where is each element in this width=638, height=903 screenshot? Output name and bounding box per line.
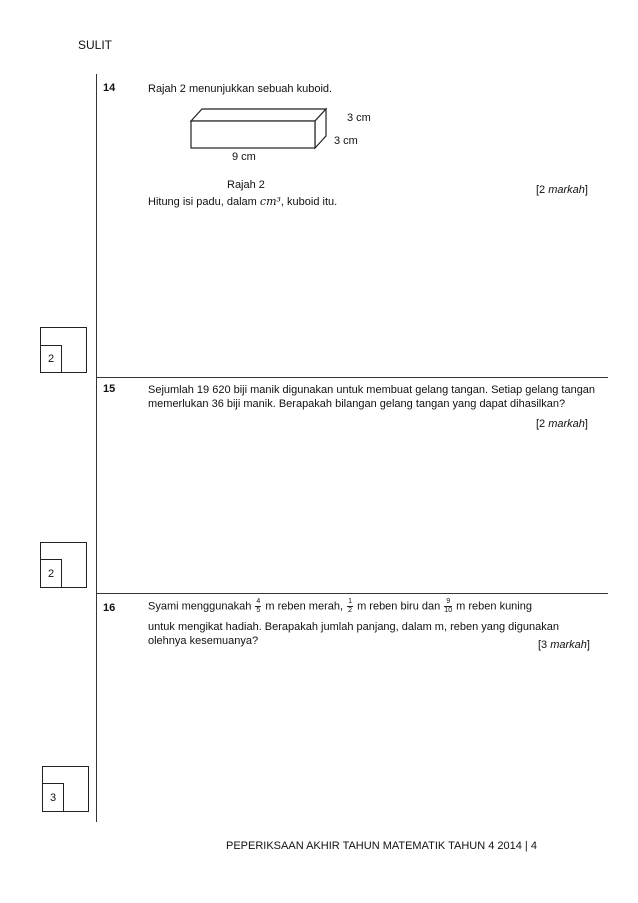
score-box-16-value: 3 [42,783,64,812]
question-16-text: untuk mengikat hadiah. Berapakah jumlah panjang, dalam m, reben yang digunakan olehnya kesemuanya? [148,621,559,647]
cuboid-depth-label: 3 cm [334,135,358,147]
score-box-15-value: 2 [40,559,62,588]
divider-14-15 [96,377,608,378]
cuboid-figure [185,105,335,153]
cuboid-length-label: 9 cm [232,151,256,163]
fraction-9-10: $\frac{9}{10}$ [444,598,453,614]
figure-caption: Rajah 2 [227,179,265,191]
fraction-1-2: $\frac{1}{2}$ [348,598,352,614]
question-16-line1: Syami menggunakah $\frac{4}{5}$ m reben merah, $\frac{1}{2}$ m reben biru dan $\frac{9}{10}$ m reben kuning [148,598,532,614]
question-14-marks: [2 markah] [536,184,588,196]
question-16-marks: [3 markah] [538,639,590,651]
question-15-number: 15 [103,383,116,395]
page-footer: PEPERIKSAAN AKHIR TAHUN MATEMATIK TAHUN 4 2014 | 4 [226,840,537,852]
cuboid-front-face [191,121,315,148]
question-15-marks: [2 markah] [536,418,588,430]
unit-cm3: cm³ [259,195,281,208]
question-15-text: Sejumlah 19 620 biji manik digunakan untuk membuat gelang tangan. Setiap gelang tangan memerlukan 36 biji manik. Berapakah bilangan gelang tangan yang dapat dihasilkan? [148,384,596,410]
question-14-number: 14 [103,82,116,94]
question-14-prompt: Hitung isi padu, dalam cm³, kuboid itu. [148,195,338,208]
question-16-number: 16 [103,602,116,614]
cuboid-height-label: 3 cm [347,112,371,124]
divider-15-16 [96,593,608,594]
sulit-label: SULIT [78,38,113,52]
cuboid-top-face [191,109,326,121]
fraction-4-5: $\frac{4}{5}$ [256,598,261,614]
question-14-text: Rajah 2 menunjukkan sebuah kuboid. [148,83,333,95]
margin-line [96,74,97,822]
score-box-14-value: 2 [40,345,62,373]
